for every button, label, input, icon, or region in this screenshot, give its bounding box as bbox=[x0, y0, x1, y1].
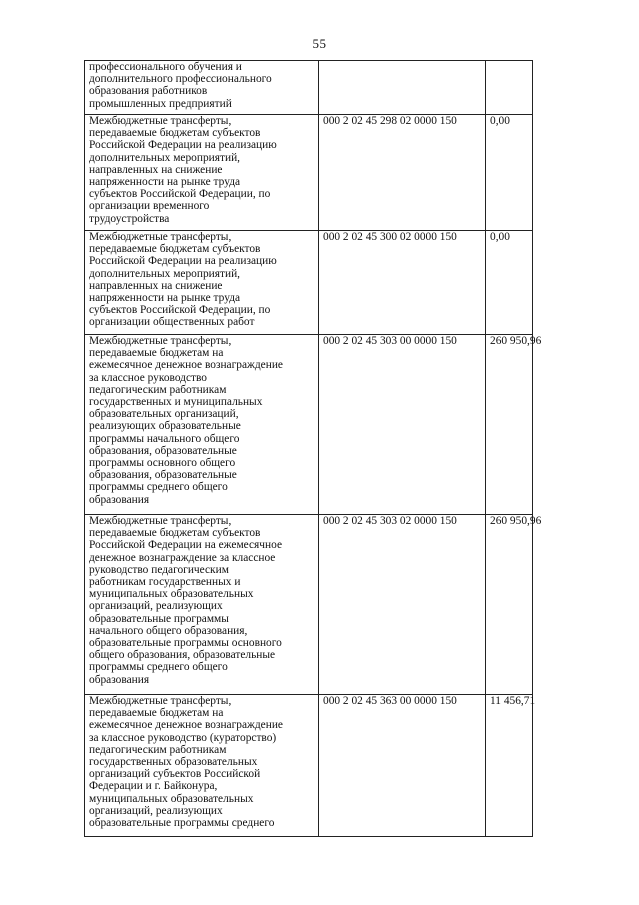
budget-table bbox=[84, 60, 542, 837]
page-number: 55 bbox=[312, 36, 327, 51]
row-description: профессионального обучения и дополнительного профессионального образования работников промышленных предприятий bbox=[85, 61, 319, 115]
row-amount: 0,00 bbox=[486, 231, 533, 335]
table-row bbox=[85, 61, 533, 115]
table-row bbox=[85, 695, 533, 837]
row-amount: 0,00 bbox=[486, 115, 533, 231]
row-budget-code: 000 2 02 45 363 00 0000 150 bbox=[319, 695, 486, 837]
table-row bbox=[85, 231, 533, 335]
table-row bbox=[85, 515, 533, 695]
row-amount: 11 456,71 bbox=[486, 695, 533, 837]
table-row bbox=[85, 115, 533, 231]
row-amount: 260 950,96 bbox=[486, 335, 533, 515]
row-budget-code: 000 2 02 45 303 02 0000 150 bbox=[319, 515, 486, 695]
row-budget-code: 000 2 02 45 300 02 0000 150 bbox=[319, 231, 486, 335]
row-budget-code: 000 2 02 45 303 00 0000 150 bbox=[319, 335, 486, 515]
row-description: Межбюджетные трансферты, передаваемые бюджетам субъектов Российской Федерации на реализацию дополнительных мероприятий, направленных на снижение напряженности на рынке труда субъектов Российской Федерации, по организации временного трудоустройства bbox=[85, 115, 319, 231]
row-description: Межбюджетные трансферты, передаваемые бюджетам субъектов Российской Федерации на реализацию дополнительных мероприятий, направленных на снижение напряженности на рынке труда субъектов Российской Федерации, по организации общественных работ bbox=[85, 231, 319, 335]
row-description: Межбюджетные трансферты, передаваемые бюджетам субъектов Российской Федерации на ежемесячное денежное вознаграждение за классное руководство педагогическим работникам государственных и муниципальных образовательных организаций, реализующих образовательные программы начального общего образования, образовательные программы основного общего образования, образовательные программы среднего общего образования bbox=[85, 515, 319, 695]
table-row bbox=[85, 335, 533, 515]
row-amount bbox=[486, 61, 533, 115]
row-description: Межбюджетные трансферты, передаваемые бюджетам на ежемесячное денежное вознаграждение за классное руководство педагогическим работникам государственных и муниципальных образовательных организаций, реализующих образовательные программы начального общего образования, образовательные программы основного общего образования, образовательные программы среднего общего образования bbox=[85, 335, 319, 515]
row-description: Межбюджетные трансферты, передаваемые бюджетам на ежемесячное денежное вознаграждение за классное руководство (кураторство) педагогическим работникам государственных образовательных организаций субъектов Российской Федерации и г. Байконура, муниципальных образовательных организаций, реализующих образовательные программы среднего bbox=[85, 695, 319, 837]
row-amount: 260 950,96 bbox=[486, 515, 533, 695]
row-budget-code: 000 2 02 45 298 02 0000 150 bbox=[319, 115, 486, 231]
row-budget-code bbox=[319, 61, 486, 115]
